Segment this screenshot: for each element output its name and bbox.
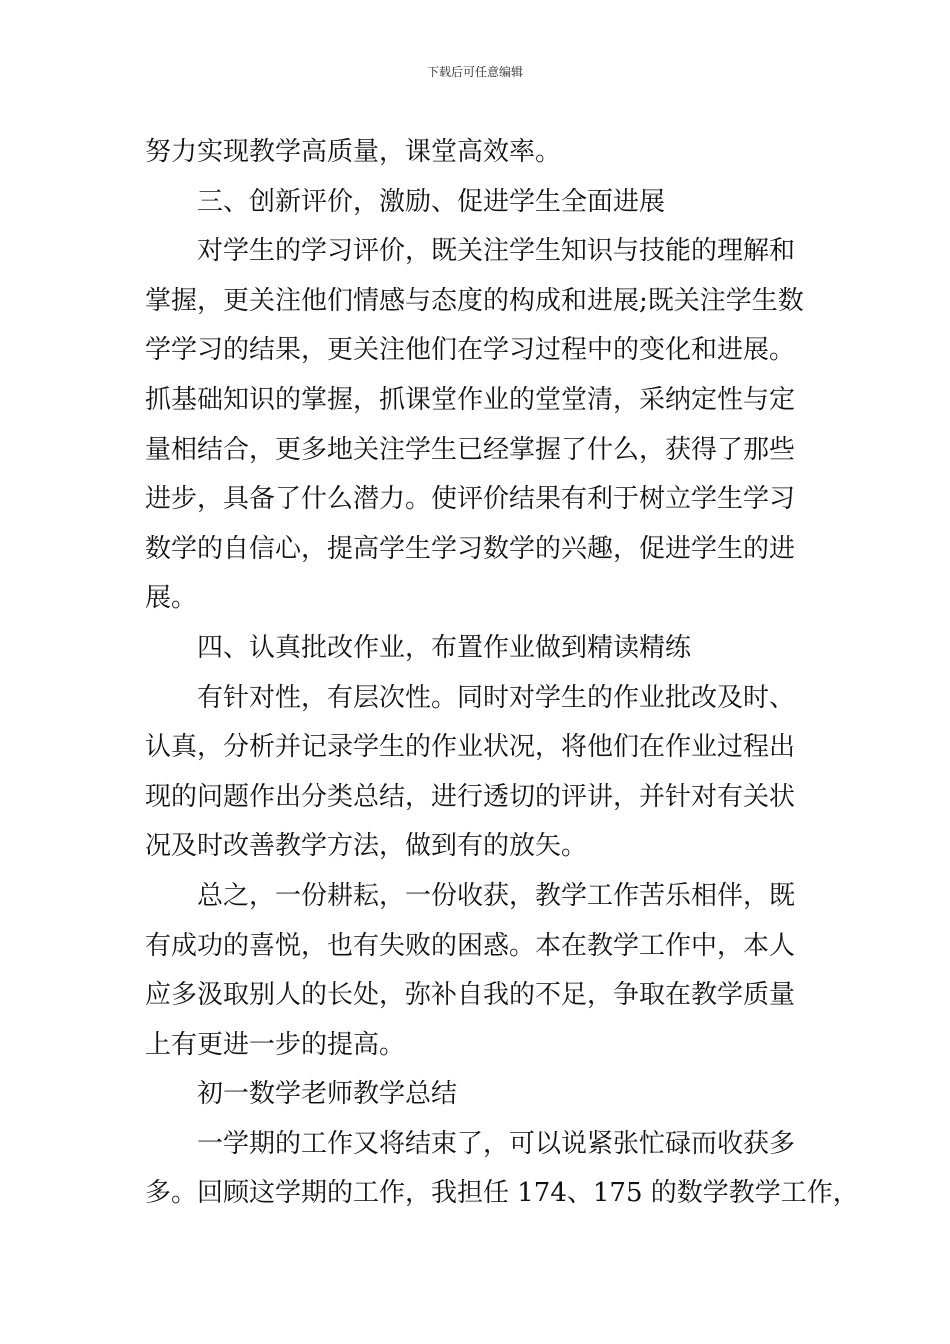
text-line: 对学生的学习评价，既关注学生知识与技能的理解和	[197, 236, 796, 267]
text-line: 上有更进一步的提高。	[145, 1029, 406, 1060]
text-line: 学学习的结果，更关注他们在学习过程中的变化和进展。	[145, 335, 796, 366]
text-line: 有针对性，有层次性。同时对学生的作业批改及时、	[197, 682, 796, 713]
text-line: 认真，分析并记录学生的作业状况，将他们在作业过程出	[145, 732, 796, 763]
text-line: 总之，一份耕耘，一份收获，教学工作苦乐相伴，既	[197, 880, 796, 911]
text-line: 况及时改善教学方法，做到有的放矢。	[145, 831, 588, 862]
text-line: 多。回顾这学期的工作，我担任 174、175 的数学教学工作，	[145, 1178, 859, 1209]
text-line: 进步，具备了什么潜力。使评价结果有利于树立学生学习	[145, 484, 796, 515]
text-line: 量相结合，更多地关注学生已经掌握了什么，获得了那些	[145, 434, 796, 465]
article-title: 初一数学老师教学总结	[197, 1079, 458, 1110]
text-line: 现的问题作出分类总结，进行透切的评讲，并针对有关状	[145, 781, 796, 812]
text-line: 努力实现教学高质量，课堂高效率。	[145, 137, 562, 167]
text-line: 一学期的工作又将结束了，可以说紧张忙碌而收获多	[197, 1128, 796, 1159]
text-line: 展。	[145, 583, 198, 614]
document-body	[145, 128, 859, 1219]
text-line: 掌握，更关注他们情感与态度的构成和进展;既关注学生数	[145, 285, 804, 316]
text-line: 应多汲取别人的长处，弥补自我的不足，争取在教学质量	[145, 980, 796, 1011]
text-line: 有成功的喜悦，也有失败的困惑。本在教学工作中，本人	[145, 930, 796, 961]
page-header-note: 下载后可任意编辑	[426, 65, 523, 79]
section-heading: 四、认真批改作业，布置作业做到精读精练	[197, 632, 692, 663]
text-line: 抓基础知识的掌握，抓课堂作业的堂堂清，采纳定性与定	[145, 384, 796, 415]
text-line: 数学的自信心，提高学生学习数学的兴趣，促进学生的进	[145, 533, 796, 564]
section-heading: 三、创新评价，激励、促进学生全面进展	[197, 186, 666, 217]
